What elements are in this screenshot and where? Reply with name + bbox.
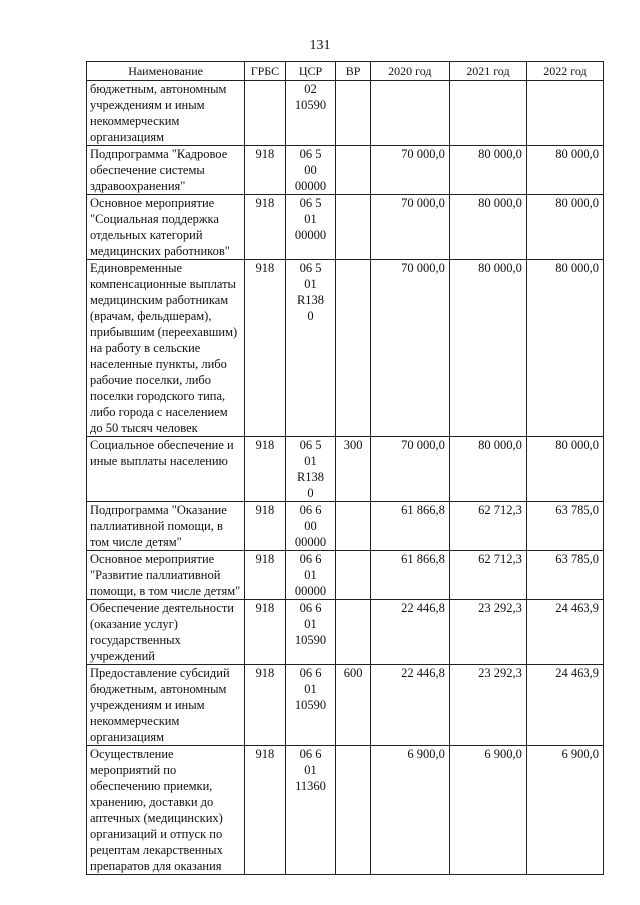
cell-2022: 80 000,0 — [526, 437, 603, 502]
cell-csr: 06 6 01 10590 — [285, 600, 336, 665]
cell-2020: 22 446,8 — [370, 600, 449, 665]
cell-2021: 80 000,0 — [449, 437, 526, 502]
cell-2021: 62 712,3 — [449, 551, 526, 600]
table-row — [87, 437, 604, 502]
cell-2020: 70 000,0 — [370, 437, 449, 502]
cell-2022: 80 000,0 — [526, 195, 603, 260]
cell-2020: 61 866,8 — [370, 551, 449, 600]
cell-vr — [336, 746, 370, 875]
cell-2022: 63 785,0 — [526, 502, 603, 551]
cell-vr: 300 — [336, 437, 370, 502]
cell-grbs — [245, 81, 286, 146]
cell-csr: 06 6 01 00000 — [285, 551, 336, 600]
cell-2021: 23 292,3 — [449, 665, 526, 746]
cell-name: Осуществление мероприятий по обеспечению приемки, хранению, доставки до аптечных (медицинских) организаций и отпуск по рецептам лекарственных препаратов для оказания — [87, 746, 245, 875]
cell-2020: 6 900,0 — [370, 746, 449, 875]
cell-2021: 80 000,0 — [449, 146, 526, 195]
cell-grbs: 918 — [245, 551, 286, 600]
cell-grbs: 918 — [245, 665, 286, 746]
cell-2022: 63 785,0 — [526, 551, 603, 600]
cell-name: Социальное обеспечение и иные выплаты населению — [87, 437, 245, 502]
cell-vr — [336, 195, 370, 260]
table-row — [87, 665, 604, 746]
header-2021: 2021 год — [449, 62, 526, 81]
cell-vr — [336, 551, 370, 600]
cell-vr — [336, 600, 370, 665]
cell-2020: 70 000,0 — [370, 260, 449, 437]
cell-vr — [336, 502, 370, 551]
cell-name: Основное мероприятие "Социальная поддержка отдельных категорий медицинских работников" — [87, 195, 245, 260]
table-row — [87, 146, 604, 195]
cell-2022: 80 000,0 — [526, 260, 603, 437]
table-row — [87, 746, 604, 875]
cell-name: Единовременные компенсационные выплаты медицинским работникам (врачам, фельдшерам), прибывшим (переехавшим) на работу в сельские населенные пункты, либо рабочие поселки, либо поселки городского типа, либо города с населением до 50 тысяч человек — [87, 260, 245, 437]
cell-grbs: 918 — [245, 195, 286, 260]
cell-2022: 6 900,0 — [526, 746, 603, 875]
cell-csr: 06 6 01 11360 — [285, 746, 336, 875]
cell-2022: 80 000,0 — [526, 146, 603, 195]
cell-grbs: 918 — [245, 437, 286, 502]
cell-csr: 02 10590 — [285, 81, 336, 146]
cell-grbs: 918 — [245, 502, 286, 551]
cell-2021: 80 000,0 — [449, 260, 526, 437]
cell-name: Подпрограмма "Кадровое обеспечение системы здравоохранения" — [87, 146, 245, 195]
cell-csr: 06 5 01 00000 — [285, 195, 336, 260]
cell-2021 — [449, 81, 526, 146]
cell-vr: 600 — [336, 665, 370, 746]
cell-2022: 24 463,9 — [526, 665, 603, 746]
table-row — [87, 502, 604, 551]
header-2022: 2022 год — [526, 62, 603, 81]
cell-name: Предоставление субсидий бюджетным, автономным учреждениям и иным некоммерческим организациям — [87, 665, 245, 746]
cell-2021: 80 000,0 — [449, 195, 526, 260]
cell-2022: 24 463,9 — [526, 600, 603, 665]
cell-2020: 70 000,0 — [370, 195, 449, 260]
cell-csr: 06 5 00 00000 — [285, 146, 336, 195]
cell-grbs: 918 — [245, 260, 286, 437]
table-row — [87, 600, 604, 665]
cell-name: Основное мероприятие "Развитие паллиативной помощи, в том числе детям" — [87, 551, 245, 600]
table-row — [87, 551, 604, 600]
cell-2020: 61 866,8 — [370, 502, 449, 551]
cell-vr — [336, 260, 370, 437]
budget-table — [86, 61, 604, 875]
cell-name: Подпрограмма "Оказание паллиативной помощи, в том числе детям" — [87, 502, 245, 551]
cell-2020 — [370, 81, 449, 146]
cell-grbs: 918 — [245, 146, 286, 195]
cell-csr: 06 5 01 R138 0 — [285, 437, 336, 502]
header-csr: ЦСР — [285, 62, 336, 81]
cell-vr — [336, 146, 370, 195]
cell-2020: 22 446,8 — [370, 665, 449, 746]
cell-2020: 70 000,0 — [370, 146, 449, 195]
cell-grbs: 918 — [245, 600, 286, 665]
cell-2021: 62 712,3 — [449, 502, 526, 551]
header-2020: 2020 год — [370, 62, 449, 81]
header-vr: ВР — [336, 62, 370, 81]
header-grbs: ГРБС — [245, 62, 286, 81]
cell-vr — [336, 81, 370, 146]
page-number: 131 — [309, 38, 331, 53]
table-row — [87, 81, 604, 146]
cell-csr: 06 5 01 R138 0 — [285, 260, 336, 437]
cell-name: Обеспечение деятельности (оказание услуг) государственных учреждений — [87, 600, 245, 665]
table-row — [87, 195, 604, 260]
header-name: Наименование — [87, 62, 245, 81]
cell-2021: 6 900,0 — [449, 746, 526, 875]
table-header-row — [87, 62, 604, 81]
cell-2021: 23 292,3 — [449, 600, 526, 665]
table-body — [87, 81, 604, 875]
cell-2022 — [526, 81, 603, 146]
cell-csr: 06 6 01 10590 — [285, 665, 336, 746]
cell-csr: 06 6 00 00000 — [285, 502, 336, 551]
cell-name: бюджетным, автономным учреждениям и иным некоммерческим организациям — [87, 81, 245, 146]
cell-grbs: 918 — [245, 746, 286, 875]
table-row — [87, 260, 604, 437]
